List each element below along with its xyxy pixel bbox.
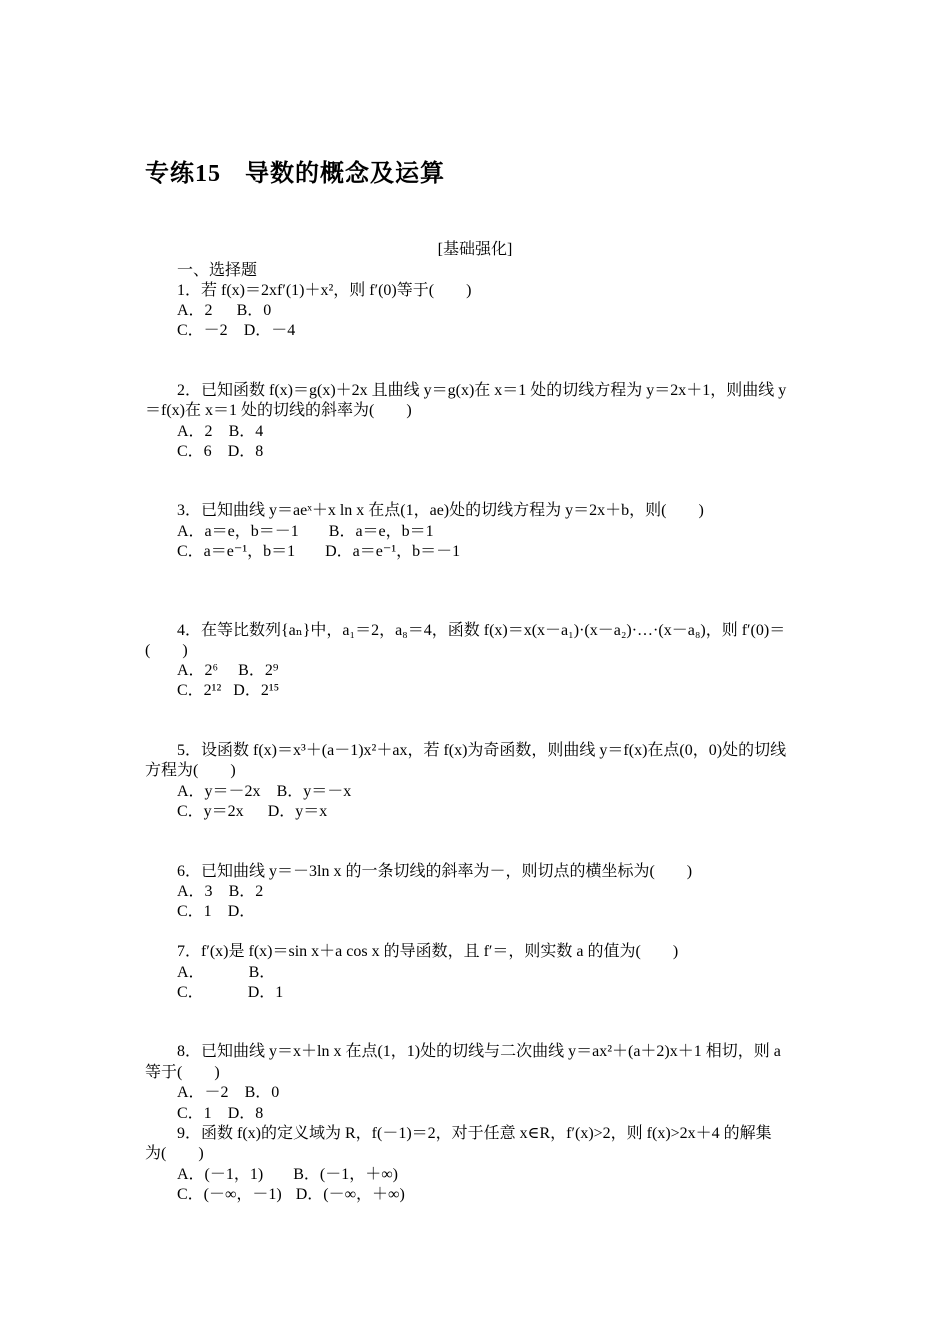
question-9-stem-1: 9．函数 f(x)的定义域为 R，f(－1)＝2，对于任意 x∈R，f′(x)>2，则 f(x)>2x＋4 的解集 [177,1125,772,1142]
q4-option-c: C．2¹² [177,682,222,699]
q1-option-b: B．0 [236,302,272,319]
q6-option-b: B．2 [228,883,264,900]
section-label: [基础强化] [437,241,513,258]
question-7-options-cd [177,983,283,1003]
question-4-options-ab [177,661,278,681]
q7-option-b: B． [248,964,276,981]
question-8-stem-2: 等于( ) [145,1064,220,1081]
question-4-stem-2: ( ) [145,642,188,659]
question-7-stem: 7．f′(x)是 f(x)＝sin x＋a cos x 的导函数，且 f′＝，则实数 a 的值为( ) [177,943,679,960]
question-9-stem-2: 为( ) [145,1145,204,1162]
question-8-options-cd [177,1104,263,1124]
question-6-options-cd [177,902,255,922]
question-1-options-cd [177,321,295,341]
q1-option-a: A．2 [177,302,213,319]
q4-option-d: D．2¹⁵ [233,682,280,699]
title-prefix: 专练 [145,159,195,187]
q9-option-c: C．(－∞，－1) [177,1186,282,1203]
q8-option-b: B．0 [244,1084,280,1101]
q4-option-a: A．2⁶ [177,662,219,679]
q3-option-a: A．a＝e，b＝－1 [177,523,299,540]
q9-option-b: B．(－1，＋∞) [293,1166,398,1183]
question-1-options-ab [177,301,271,321]
title-number: 15 [195,161,221,187]
q6-option-c: C．1 [177,903,212,920]
page-title [145,153,445,188]
q5-option-a: A．y＝－2x [177,783,261,800]
q3-option-b: B．a＝e，b＝1 [328,523,434,540]
q8-option-c: C．1 [177,1105,212,1122]
question-8-options-ab [177,1083,279,1103]
q9-option-d: D．(－∞，＋∞) [295,1186,405,1203]
question-3-options-ab [177,522,434,542]
q2-option-b: B．4 [228,423,264,440]
q5-option-d: D．y＝x [267,803,328,820]
question-5-options-cd [177,802,327,822]
q8-option-d: D．8 [227,1105,264,1122]
part-heading: 一、选择题 [177,262,258,279]
q4-option-b: B．2⁹ [238,662,279,679]
q5-option-c: C．y＝2x [177,803,244,820]
question-4-options-cd [177,681,279,701]
question-2-stem-1: 2．已知函数 f(x)＝g(x)＋2x 且曲线 y＝g(x)在 x＝1 处的切线方程为 y＝2x＋1，则曲线 y [177,382,787,399]
title-text: 导数的概念及运算 [245,159,445,187]
q7-option-a: A． [177,964,205,981]
question-8-stem-1: 8．已知曲线 y＝x＋ln x 在点(1，1)处的切线与二次曲线 y＝ax²＋(a＋2)x＋1 相切，则 a [177,1043,781,1060]
q1-option-d: D．－4 [243,322,296,339]
question-2-options-cd [177,442,263,462]
q6-option-a: A．3 [177,883,213,900]
question-5-options-ab [177,782,351,802]
question-5-stem-1: 5．设函数 f(x)＝x³＋(a－1)x²＋ax，若 f(x)为奇函数，则曲线 y＝f(x)在点(0，0)处的切线 [177,742,787,759]
question-4-stem-1: 4．在等比数列{aₙ}中，a₁＝2，a₈＝4，函数 f(x)＝x(x－a₁)·(x－a₂)·…·(x－a₈)，则 f′(0)＝ [177,622,786,639]
q2-option-a: A．2 [177,423,213,440]
q9-option-a: A．(－1，1) [177,1166,264,1183]
q2-option-d: D．8 [227,443,264,460]
question-6-stem: 6．已知曲线 y＝－3ln x 的一条切线的斜率为－，则切点的横坐标为( ) [177,863,693,880]
q3-option-d: D．a＝e⁻¹，b＝－1 [325,543,461,560]
question-7-options-ab [177,963,275,983]
question-9-options-cd [177,1185,405,1205]
q7-option-c: C． [177,984,204,1001]
question-2-options-ab [177,422,263,442]
question-3-stem: 3．已知曲线 y＝aeˣ＋x ln x 在点(1，ae)处的切线方程为 y＝2x＋b，则( ) [177,502,704,519]
q2-option-c: C．6 [177,443,212,460]
question-6-options-ab [177,882,263,902]
q8-option-a: A．－2 [177,1084,229,1101]
question-2-stem-2: ＝f(x)在 x＝1 处的切线的斜率为( ) [145,402,412,419]
question-3-options-cd [177,542,460,562]
q3-option-c: C．a＝e⁻¹，b＝1 [177,543,296,560]
q5-option-b: B．y＝－x [276,783,352,800]
q6-option-d: D． [227,903,256,920]
question-1-stem: 1．若 f(x)＝2xf′(1)＋x²，则 f′(0)等于( ) [177,282,472,299]
q7-option-d: D．1 [247,984,284,1001]
q1-option-c: C．－2 [177,322,228,339]
question-5-stem-2: 方程为( ) [145,762,236,779]
question-9-options-ab [177,1165,398,1185]
